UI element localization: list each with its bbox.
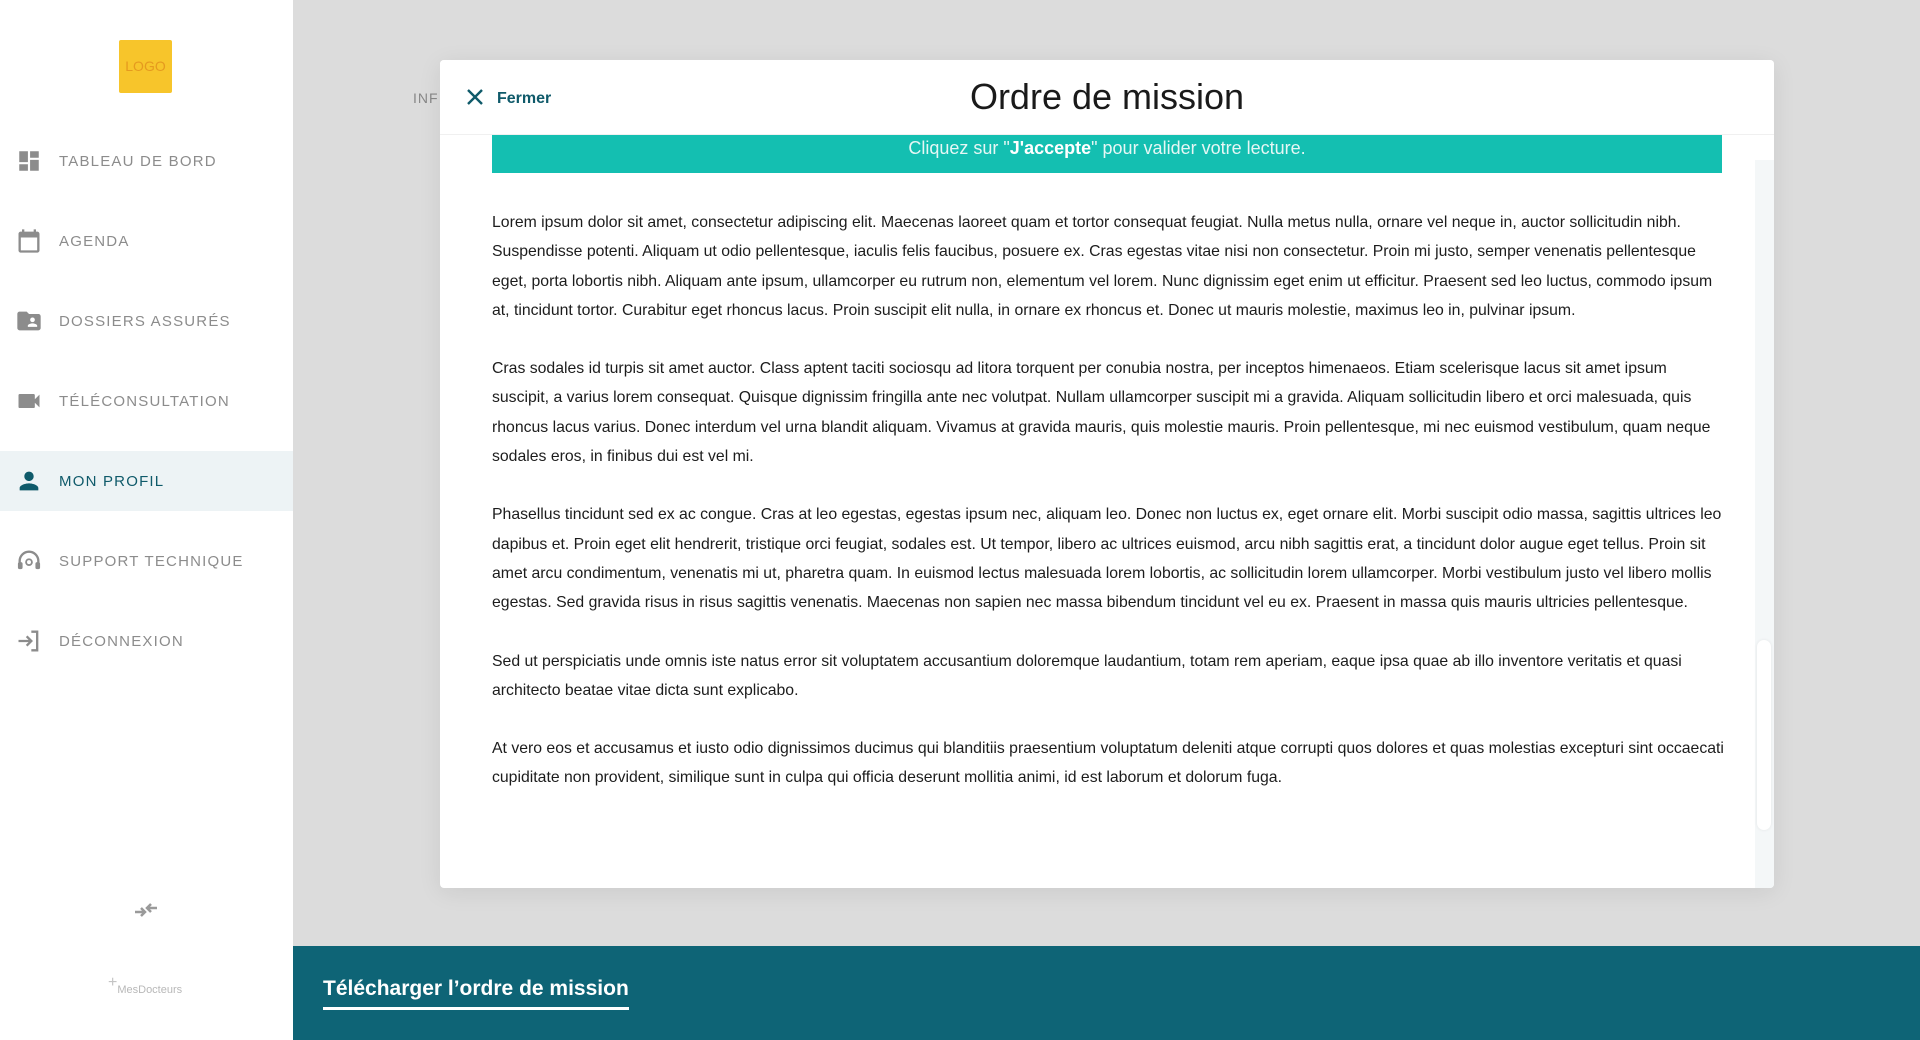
bottom-action-bar — [293, 946, 1920, 1040]
background-tab-fragment: INF — [413, 90, 439, 106]
sidebar-item-dossiers-assures[interactable] — [0, 291, 293, 351]
sidebar-item-label: SUPPORT TECHNIQUE — [59, 552, 244, 570]
sidebar-item-agenda[interactable] — [0, 211, 293, 271]
dashboard-icon — [15, 147, 43, 175]
sidebar-item-teleconsultation[interactable] — [0, 371, 293, 431]
logo[interactable]: LOGO — [119, 40, 172, 93]
collapse-sidebar-icon[interactable] — [131, 898, 161, 922]
folder-person-icon — [15, 307, 43, 335]
headset-icon — [15, 547, 43, 575]
sidebar-item-mon-profil[interactable] — [0, 451, 293, 511]
sidebar-item-label: TABLEAU DE BORD — [59, 152, 217, 170]
modal-header — [440, 60, 1774, 135]
paragraph: Sed ut perspiciatis unde omnis iste natus error sit voluptatem accusantium doloremque laudantium, totam rem aperiam, eaque ipsa quae ab illo inventore veritatis et quasi architecto beatae vitae dicta sunt explicabo. — [492, 652, 1682, 699]
paragraph: Lorem ipsum dolor sit amet, consectetur adipiscing elit. Maecenas laoreet quam et tortor consequat feugiat. Nulla metus nulla, ornare vel neque in, auctor sollicitudin nibh. Suspendisse potenti. Aliquam ut odio pellentesque, iaculis felis faucibus, posuere ex. Cras egestas vitae nisi non consectetur. Proin mi justo, semper venenatis pellentesque eget, porta lobortis nibh. Aliquam ante ipsum, ullamcorper eu rutrum non, elementum vel lorem. Nunc dignissim eget enim ut efficitur. Praesent sed leo luctus, commodo ipsum at, tincidunt tortor. Curabitur eget rhoncus lacus. Proin suscipit elit nulla, in ornare ex rhoncus et. Donec ut mauris molestie, maximus leo in, pulvinar ipsum. — [492, 214, 1713, 319]
paragraph: Phasellus tincidunt sed ex ac congue. Cras at leo egestas, egestas ipsum nec, aliquam leo. Donec non luctus ex, eget ornare elit. Morbi suscipit odio massa, sagittis ultrices leo dapibus et. Proin eget elit hendrerit, tristique orci feugiat, sodales est. Ut tempor, libero ac ultrices euismod, arcu nibh sagittis erat, a tincidunt dolor augue eget tellus. Proin sit amet arcu condimentum, venenatis mi ut, pharetra quam. In euismod lectus malesuada lorem lobortis, ac sollicitudin lorem ullamcorper. Morbi vestibulum justo vel libero mollis egestas. Sed gravida risus in risus sagittis venenatis. Maecenas non sapien nec massa bibendum tincidunt vel eu ex. Praesent in massa quis mauris ultricies pellentesque. — [492, 506, 1722, 612]
person-icon — [15, 467, 43, 495]
acceptance-notice: Cliquez sur "J'accepte" pour valider votre lecture. — [492, 124, 1722, 173]
sidebar-item-label: TÉLÉCONSULTATION — [59, 392, 230, 410]
sidebar-item-label: MON PROFIL — [59, 472, 165, 490]
sidebar-item-deconnexion[interactable] — [0, 611, 293, 671]
paragraph: Cras sodales id turpis sit amet auctor. Class aptent taciti sociosqu ad litora torquent per conubia nostra, per inceptos himenaeos. Etiam scelerisque lacus sit amet ipsum suscipit, a varius lorem consequat. Quisque dignissim fringilla ante nec volutpat. Nullam ullamcorper suscipit mi a gravida. Aliquam sollicitudin libero et orci malesuada, quis rhoncus lacus varius. Donec interdum vel urna blandit aliquam. Vivamus at gravida mauris, quis molestie mauris. Proin pellentesque, mi nec euismod vestibulum, quam neque sodales eros, in finibus dui est vel mi. — [492, 360, 1711, 466]
document-body — [492, 208, 1724, 822]
sidebar — [0, 0, 293, 1040]
modal-title: Ordre de mission — [969, 76, 1245, 117]
mission-order-modal — [440, 60, 1774, 888]
sidebar-item-tableau-de-bord[interactable] — [0, 131, 293, 191]
sidebar-item-label: AGENDA — [59, 232, 130, 250]
close-label: Fermer — [497, 90, 552, 107]
video-camera-icon — [15, 387, 43, 415]
calendar-icon — [15, 227, 43, 255]
brand-logo: +MesDocteurs — [108, 974, 183, 996]
paragraph: At vero eos et accusamus et iusto odio dignissimos ducimus qui blanditiis praesentium voluptatum deleniti atque corrupti quos dolores et quas molestias excepturi sint occaecati cupiditate non provident, similique sunt in culpa qui officia deserunt mollitia animi, id est laborum et dolorum fuga. — [492, 740, 1724, 787]
sidebar-item-label: DOSSIERS ASSURÉS — [59, 312, 231, 330]
sidebar-item-label: DÉCONNEXION — [59, 632, 184, 650]
sidebar-item-support-technique[interactable] — [0, 531, 293, 591]
logout-icon — [15, 627, 43, 655]
download-mission-order-link[interactable]: Télécharger l’ordre de mission — [323, 977, 629, 1010]
scrollbar-thumb[interactable] — [1757, 640, 1771, 830]
